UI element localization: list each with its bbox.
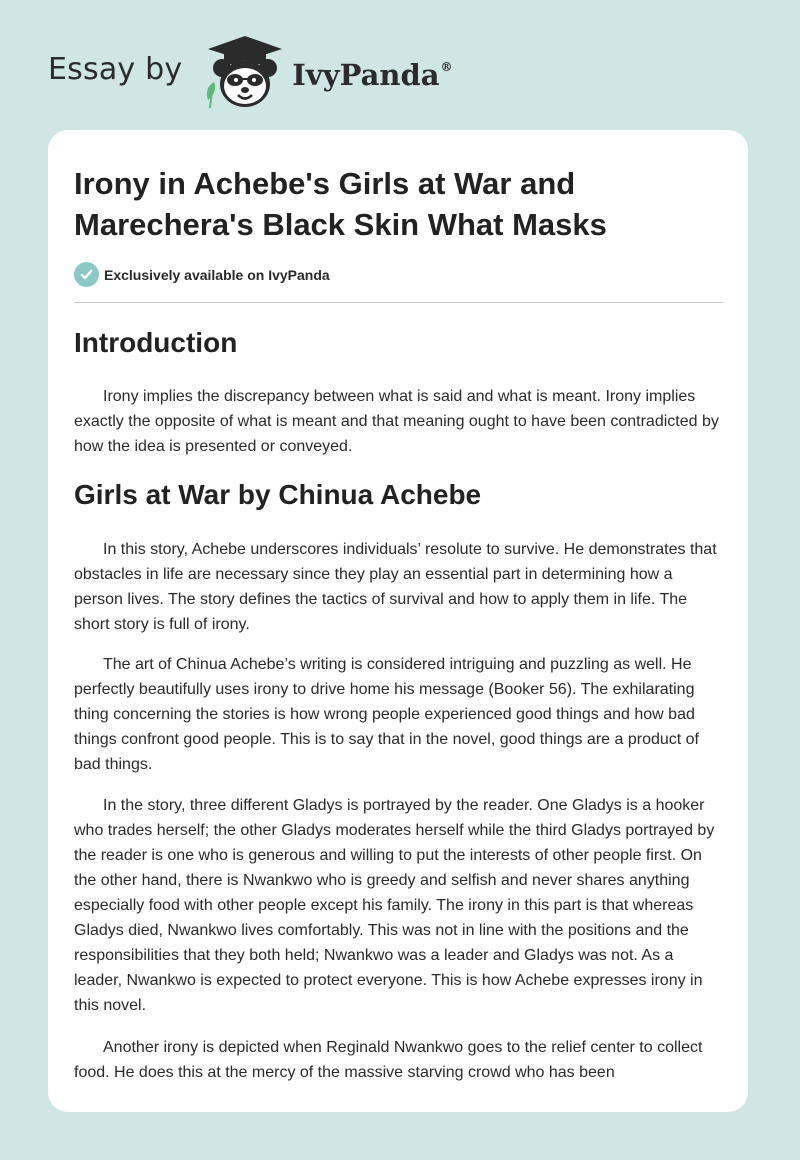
essay-by-label: Essay by xyxy=(48,51,183,87)
site-header xyxy=(48,34,453,110)
exclusive-badge-label: Exclusively available on IvyPanda xyxy=(104,266,330,283)
exclusive-badge xyxy=(74,262,330,287)
title-divider xyxy=(74,302,724,303)
registered-mark: ® xyxy=(440,60,453,74)
section-heading-girls-at-war: Girls at War by Chinua Achebe xyxy=(74,479,482,510)
paragraph: Irony implies the discrepancy between what is said and what is meant. Irony implies exactly the opposite of what is meant and that meaning ought to have been contradicted by how the idea is presented or conveyed. xyxy=(74,388,719,455)
section-heading-introduction: Introduction xyxy=(74,327,238,358)
essay-card xyxy=(48,130,748,1112)
paragraph: The art of Chinua Achebe’s writing is considered intriguing and puzzling as well. He perfectly beautifully uses irony to drive home his message (Booker 56). The exhilarating thing concerning the stories is how wrong people experienced good things and how bad things confront good people. This is to say that in the novel, good things are a product of bad things. xyxy=(74,656,699,773)
brand-name[interactable]: IvyPanda® xyxy=(292,58,453,92)
paragraph: In this story, Achebe underscores individuals’ resolute to survive. He demonstrates that obstacles in life are necessary since they play an essential part in determining how a person lives. The story defines the tactics of survival and how to apply them in life. The short story is full of irony. xyxy=(74,541,717,633)
check-icon xyxy=(74,262,99,287)
panda-graduate-logo-icon[interactable] xyxy=(200,34,290,110)
paragraph: In the story, three different Gladys is portrayed by the reader. One Gladys is a hooker who trades herself; the other Gladys moderates herself while the third Gladys portrayed by the reader is one who is generous and willing to put the interests of other people first. On the other hand, there is Nwankwo who is greedy and selfish and never shares anything especially food with other people except his family. The irony in this part is that whereas Gladys died, Nwankwo lives comfortably. This was not in line with the positions and the responsibilities that they both held; Nwankwo was a leader and Gladys was not. As a leader, Nwankwo is expected to protect everyone. This is how Achebe expresses irony in this novel. xyxy=(74,797,715,1014)
paragraph: Another irony is depicted when Reginald Nwankwo goes to the relief center to collect food. He does this at the mercy of the massive starving crowd who has been xyxy=(74,1039,703,1081)
essay-title: Irony in Achebe's Girls at War and Marechera's Black Skin What Masks xyxy=(74,166,607,242)
